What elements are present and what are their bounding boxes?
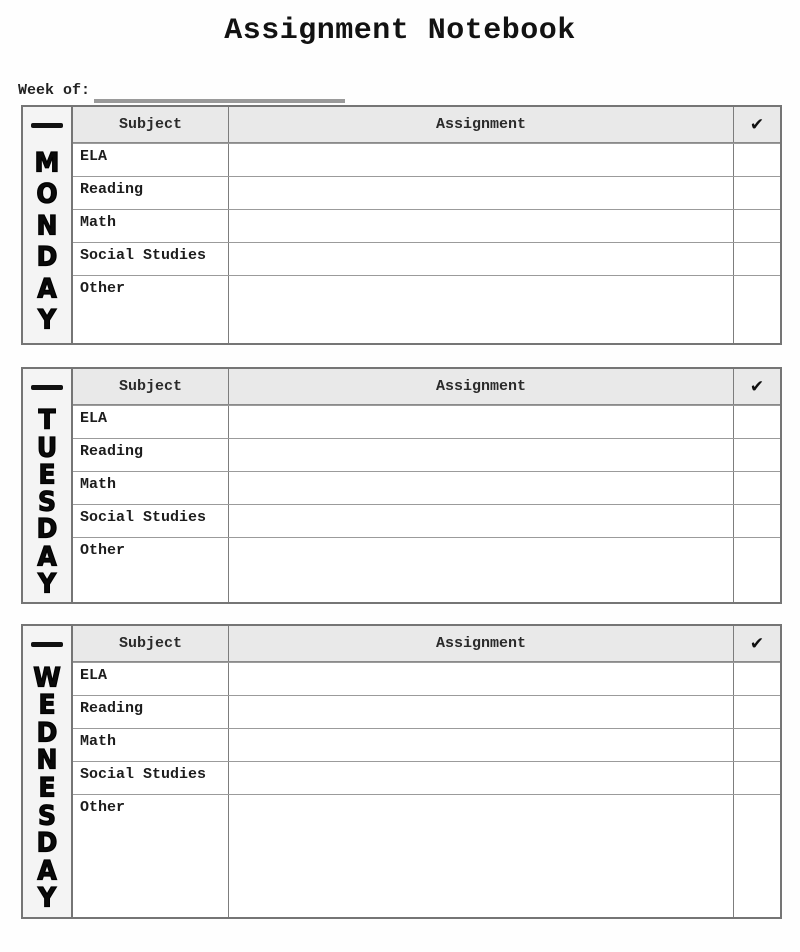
assignment-cell — [228, 144, 733, 176]
subject-label: Other — [80, 280, 126, 297]
day-letter: E — [38, 689, 56, 720]
subject-label: Reading — [80, 181, 144, 198]
subject-label: Reading — [80, 443, 144, 460]
table-header-row — [73, 626, 780, 662]
subject-cell — [73, 795, 228, 917]
check-cell — [733, 177, 780, 209]
day-name-vertical-tuesday — [23, 405, 71, 602]
table-row-social-studies — [73, 242, 780, 275]
dash-icon — [31, 642, 63, 647]
day-section-wednesday — [21, 624, 782, 919]
assignment-cell — [228, 406, 733, 438]
table-row-reading — [73, 438, 780, 471]
subject-label: Social Studies — [80, 766, 207, 783]
table-header-row — [73, 369, 780, 405]
check-cell — [733, 663, 780, 695]
assignment-column-header: Assignment — [228, 369, 733, 404]
day-section-monday — [21, 105, 782, 345]
dash-icon — [31, 385, 63, 390]
week-of-label: Week of: — [18, 82, 91, 99]
day-letter: Y — [37, 568, 57, 599]
day-letter: D — [36, 513, 58, 544]
day-letter: W — [33, 661, 61, 693]
day-letter: E — [38, 459, 56, 490]
assignments-table-wednesday — [73, 626, 780, 917]
table-row-ela — [73, 143, 780, 176]
assignment-cell — [228, 243, 733, 275]
subject-column-header: Subject — [118, 378, 182, 395]
assignment-column-header: Assignment — [228, 626, 733, 661]
subject-label: ELA — [80, 410, 108, 427]
subject-label: Math — [80, 214, 117, 231]
subject-cell — [73, 505, 228, 537]
subject-cell — [73, 177, 228, 209]
subject-cell — [73, 439, 228, 471]
subject-cell — [73, 762, 228, 794]
assignment-column-header: Assignment — [228, 107, 733, 142]
checkmark-icon: ✔ — [733, 626, 780, 661]
assignment-cell — [228, 729, 733, 761]
day-letter: N — [36, 744, 58, 776]
subject-cell — [73, 144, 228, 176]
subject-cell — [73, 210, 228, 242]
subject-cell — [73, 472, 228, 504]
assignment-cell — [228, 538, 733, 602]
table-row-math — [73, 209, 780, 242]
assignment-cell — [228, 177, 733, 209]
table-row-math — [73, 471, 780, 504]
table-row-math — [73, 728, 780, 761]
check-cell — [733, 406, 780, 438]
day-letter: A — [37, 540, 57, 572]
assignment-cell — [228, 276, 733, 343]
assignment-cell — [228, 472, 733, 504]
table-row-social-studies — [73, 761, 780, 794]
subject-cell — [73, 538, 228, 602]
day-letter: A — [37, 855, 57, 886]
day-name-vertical-wednesday — [23, 662, 71, 917]
check-cell — [733, 276, 780, 343]
check-cell — [733, 472, 780, 504]
check-cell — [733, 795, 780, 917]
subject-cell — [73, 696, 228, 728]
assignments-table-tuesday — [73, 369, 780, 602]
assignment-cell — [228, 696, 733, 728]
assignment-cell — [228, 505, 733, 537]
page-title: Assignment Notebook — [224, 14, 576, 48]
day-letter: D — [36, 717, 58, 748]
check-cell — [733, 505, 780, 537]
assignment-cell — [228, 663, 733, 695]
check-cell — [733, 439, 780, 471]
day-name-vertical-monday — [23, 143, 71, 343]
checkmark-icon: ✔ — [733, 107, 780, 142]
table-row-other — [73, 794, 780, 917]
table-row-other — [73, 537, 780, 602]
day-column-wednesday — [23, 626, 73, 917]
subject-label: Social Studies — [80, 247, 207, 264]
check-cell — [733, 144, 780, 176]
subject-label: ELA — [80, 667, 108, 684]
day-letter: Y — [37, 882, 57, 914]
day-letter: U — [36, 431, 58, 463]
day-letter: E — [38, 772, 56, 803]
table-row-ela — [73, 405, 780, 438]
dash-icon — [31, 123, 63, 128]
subject-label: Math — [80, 733, 117, 750]
subject-label: ELA — [80, 148, 108, 165]
subject-label: Other — [80, 542, 126, 559]
subject-cell — [73, 276, 228, 343]
day-letter: S — [37, 486, 56, 517]
subject-label: Math — [80, 476, 117, 493]
day-letter: S — [37, 799, 56, 831]
day-letter: Y — [37, 304, 57, 336]
week-of-blank-line — [94, 99, 345, 103]
subject-cell — [73, 729, 228, 761]
table-row-other — [73, 275, 780, 343]
table-row-reading — [73, 695, 780, 728]
day-letter: D — [36, 827, 58, 858]
day-column-monday — [23, 107, 73, 343]
table-row-social-studies — [73, 504, 780, 537]
check-cell — [733, 538, 780, 602]
check-cell — [733, 729, 780, 761]
subject-cell — [73, 663, 228, 695]
dash-icon-wrap — [23, 369, 71, 405]
assignment-cell — [228, 795, 733, 917]
day-column-tuesday — [23, 369, 73, 602]
checkmark-icon: ✔ — [733, 369, 780, 404]
subject-column-header: Subject — [118, 635, 182, 652]
assignment-cell — [228, 439, 733, 471]
assignment-cell — [228, 762, 733, 794]
subject-label: Social Studies — [80, 509, 207, 526]
day-letter: A — [37, 273, 57, 304]
assignments-table-monday — [73, 107, 780, 343]
day-section-tuesday — [21, 367, 782, 604]
subject-cell — [73, 243, 228, 275]
subject-column-header: Subject — [118, 116, 182, 133]
subject-label: Reading — [80, 700, 144, 717]
day-letter: N — [36, 209, 58, 241]
check-cell — [733, 696, 780, 728]
subject-cell — [73, 406, 228, 438]
check-cell — [733, 762, 780, 794]
table-row-reading — [73, 176, 780, 209]
check-cell — [733, 210, 780, 242]
table-header-row — [73, 107, 780, 143]
day-letter: T — [38, 404, 56, 435]
check-cell — [733, 243, 780, 275]
table-row-ela — [73, 662, 780, 695]
dash-icon-wrap — [23, 626, 71, 662]
day-letter: D — [36, 241, 58, 272]
assignment-cell — [228, 210, 733, 242]
day-letter: M — [34, 146, 60, 178]
day-letter: O — [36, 178, 58, 209]
subject-label: Other — [80, 799, 126, 816]
dash-icon-wrap — [23, 107, 71, 143]
